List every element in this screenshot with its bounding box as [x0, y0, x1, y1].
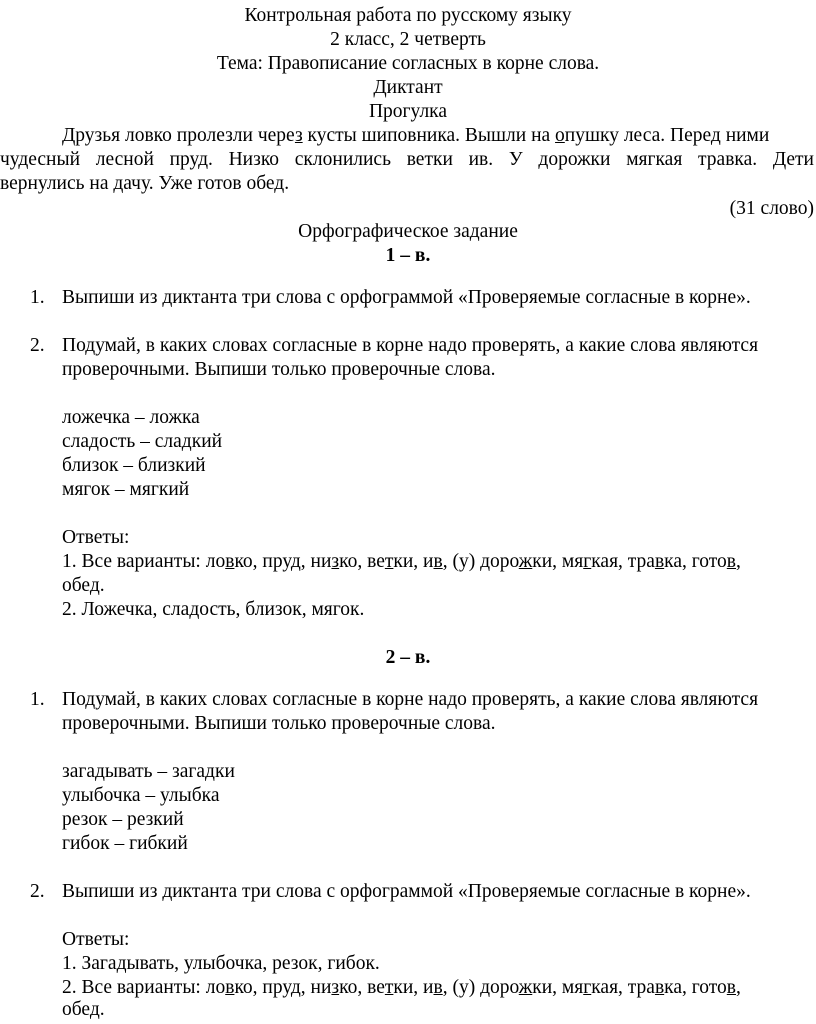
v1-answer-1: 1. Все варианты: ловко, пруд, низко, ветки, ив, (у) дорожки, мягкая, травка, готов,: [62, 551, 741, 572]
v2-item-1-line-2: проверочными. Выпиши только проверочные слова.: [62, 713, 496, 734]
dictation-line-1: Друзья ловко пролезли через кусты шиповника. Вышли на опушку леса. Перед ними: [62, 125, 770, 146]
v1-pair: мягок – мягкий: [62, 479, 190, 500]
dictation-heading: Диктант: [373, 77, 443, 98]
text-title: Прогулка: [368, 101, 448, 122]
variant-2-label: 2 – в.: [385, 647, 431, 668]
v2-pair: гибок – гибкий: [62, 833, 188, 854]
document-page: Контрольная работа по русскому языку 2 класс, 2 четверть Тема: Правописание согласных в корне слова. Диктант Прогулка Друзья ловко пролезли через кусты шиповника. Вышли на опушку леса. Перед ними чудесный лесной пруд. Низко склонились ветки ив. У дорожки мягкая травка. Дети вернулись на дачу. Уже готов обед. (31 слово) Орфографическое задание 1 – в. 1. Выпиши из диктанта три слова с орфограммой «Проверяемые согласные в корне». 2. Подумай, в каких словах согласные в корне надо проверять, а какие слова являются проверочными. Выпиши только проверочные слова. ложечка – ложка сладость – сладкий близок – близкий мягок – мягкий Ответы: 1. Все варианты: ловко, пруд, низко, ветки, ив, (у) дорожки, мягкая, травка, готов, обед. 2. Ложечка, сладость, близок, мягок. 2 – в. 1. Подумай, в каких словах согласные в корне надо проверять, а какие слова являются проверочными. Выпиши только проверочные слова. загадывать – загадки улыбочка – улыбка резок – резкий гибок – гибкий 2. Выпиши из диктанта три слова с орфограммой «Проверяемые согласные в корне». Ответы: 1. Загадывать, улыбочка, резок, гибок. 2. Все варианты: ловко, пруд, низко, ветки, ив, (у) дорожки, мягкая, травка, готов, обед.: [0, 5, 814, 1020]
v2-pair: улыбочка – улыбка: [62, 785, 220, 806]
v1-pair: сладость – сладкий: [62, 431, 223, 452]
v1-pair: ложечка – ложка: [62, 407, 200, 428]
v1-pair: близок – близкий: [62, 455, 206, 476]
v2-answers-label: Ответы:: [62, 929, 130, 950]
v2-answer-1: 1. Загадывать, улыбочка, резок, гибок.: [62, 953, 380, 974]
word-count: (31 слово): [729, 198, 814, 219]
task-heading: Орфографическое задание: [298, 221, 518, 242]
grade-line: 2 класс, 2 четверть: [330, 29, 486, 50]
v1-answer-2: 2. Ложечка, сладость, близок, мягок.: [62, 599, 365, 620]
v2-answer-2-line-2: обед.: [62, 999, 105, 1020]
v2-pair: резок – резкий: [62, 809, 184, 830]
dictation-line-3: вернулись на дачу. Уже готов обед.: [0, 173, 290, 194]
topic-line: Тема: Правописание согласных в корне слова.: [216, 53, 600, 74]
v1-answer-1-line-2: обед.: [62, 575, 105, 596]
v1-answers-label: Ответы:: [62, 527, 130, 548]
variant-1-label: 1 – в.: [385, 245, 431, 266]
document-title: Контрольная работа по русскому языку: [244, 5, 572, 26]
v1-item-2-line-2: проверочными. Выпиши только проверочные слова.: [62, 359, 496, 380]
v2-answer-2: 2. Все варианты: ловко, пруд, низко, ветки, ив, (у) дорожки, мягкая, травка, готов,: [62, 977, 741, 998]
dictation-line-2: чудесный лесной пруд. Низко склонились ветки ив. У дорожки мягкая травка. Дети: [0, 149, 814, 170]
v2-pair: загадывать – загадки: [62, 761, 235, 782]
